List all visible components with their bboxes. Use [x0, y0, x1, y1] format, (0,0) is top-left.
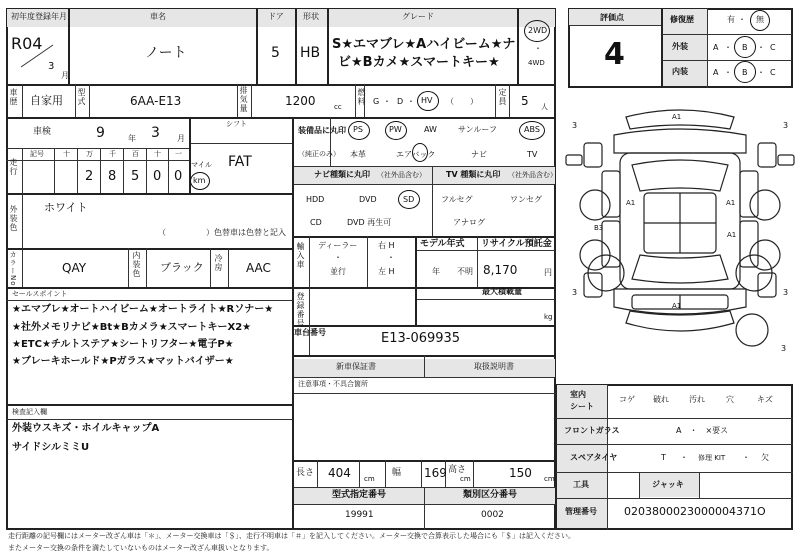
- grade-line2: ビ★Bカメ★スマートキー★: [338, 55, 500, 70]
- class-no-label: 類別区分番号: [463, 490, 518, 500]
- mileage-d3: 5: [131, 169, 140, 184]
- mileage-h3: 百: [132, 150, 139, 158]
- model-year-unknown: 不明: [457, 267, 473, 276]
- aircon-value: AAC: [246, 261, 271, 275]
- fuel-hv: HV: [421, 96, 433, 105]
- navi-hdd: HDD: [306, 195, 325, 204]
- tv-analog: アナログ: [453, 218, 485, 227]
- score-value: 4: [604, 37, 625, 72]
- seat-scratch: キズ: [757, 395, 773, 404]
- ext-c: C: [770, 43, 776, 52]
- car-name-value: ノート: [145, 45, 187, 61]
- navi-dvd: DVD: [359, 195, 377, 204]
- first-reg-label: 初年度登録年月: [11, 12, 67, 21]
- grade-label: グレード: [402, 12, 434, 21]
- first-reg-month-unit: 月: [61, 71, 69, 80]
- aircon-label: 冷房: [214, 254, 223, 272]
- repair-yes: 有: [727, 15, 735, 24]
- mileage-h4: 十: [154, 150, 161, 158]
- seat-hole: 穴: [726, 395, 734, 404]
- color-no-label: カラーNo.: [9, 251, 17, 290]
- equip-aw: AW: [424, 125, 437, 134]
- navi-note: （社外品含む）: [377, 171, 426, 179]
- ext-b: B: [742, 43, 748, 52]
- bracket-bl: 3: [572, 288, 578, 297]
- max-load-label: 最大積載量: [482, 287, 522, 296]
- fuel-label: 燃料: [357, 88, 366, 106]
- mileage-d2: 8: [108, 169, 117, 184]
- footer-line1: 走行距離の記号欄にはメーター改ざん車は「＊」、メーター交換車は「＄」、走行不明車は「＃」を記入してください。メーター交換で合算表示した場合にも「＄」は記入ください。: [8, 532, 575, 540]
- seat-label-2: シート: [570, 402, 594, 411]
- dmg-b3: B3: [594, 224, 604, 232]
- chassis-label: 車台番号: [294, 328, 326, 337]
- dmg-a1-rear: A1: [672, 302, 682, 310]
- drive-dot: ・: [534, 44, 542, 53]
- spare-kit: 修理 KIT: [698, 454, 726, 462]
- windshield-label: フロントガラス: [564, 426, 620, 435]
- int-c: C: [770, 68, 776, 77]
- equipment-sub: （純正のみ）: [298, 150, 340, 158]
- seat-dirt: 汚れ: [689, 395, 705, 404]
- exterior-label: 外装: [672, 42, 688, 51]
- repair-no: 無: [756, 15, 764, 24]
- tv-title: TV 種類に丸印: [446, 170, 501, 179]
- model-value: 6AA-E13: [130, 94, 182, 108]
- manual-label: 取扱説明書: [474, 362, 514, 371]
- import-right: 右 H: [378, 241, 395, 250]
- interior-color-value: ブラック: [160, 261, 204, 274]
- import-dealer: ディーラー: [318, 241, 358, 250]
- color-label: 外装色: [9, 205, 18, 232]
- mileage-mile: マイル: [191, 161, 212, 169]
- mileage-h0: 十: [63, 150, 70, 158]
- height-value: 150: [509, 466, 532, 480]
- repair-dot: ・: [738, 15, 746, 24]
- type-no-value: 19991: [345, 510, 374, 520]
- equip-airbag: エアバック: [396, 150, 436, 159]
- bracket-tl: 3: [572, 121, 578, 130]
- capacity-value: 5: [521, 94, 529, 108]
- sales-line-2: ★社外メモリナビ★Bt★Bカメラ★スマートキーX2★: [12, 322, 252, 333]
- sales-line-4: ★ブレーキホールド★Pガラス★マットバイザー★: [12, 356, 234, 367]
- car-damage-diagram: [562, 95, 798, 373]
- shape-value: HB: [300, 45, 321, 61]
- shift-value: FAT: [228, 154, 252, 170]
- seat-label-1: 室内: [570, 390, 586, 399]
- score-label: 評価点: [600, 13, 624, 22]
- windshield-value: A ・ ×要ス: [676, 426, 729, 435]
- interior-color-label: 内装色: [132, 251, 141, 278]
- inspector-line1: 外装ウスキズ・ホイルキャップA: [12, 423, 160, 434]
- seat-burn: コゲ: [619, 395, 635, 404]
- mileage-km: km: [193, 176, 206, 185]
- navi-cd: CD: [310, 218, 322, 227]
- capacity-label: 定員: [498, 88, 507, 106]
- seat-tear: 破れ: [653, 395, 669, 404]
- displacement-label: 排気量: [239, 86, 248, 113]
- footer-line2: またメーター交換の条件を満たしていないものはメーター改ざん車扱いとなります。: [8, 544, 274, 552]
- car-name-label: 車名: [150, 12, 166, 21]
- width-label: 幅: [392, 468, 402, 478]
- recycle-value: 8,170: [483, 263, 518, 277]
- import-label: 輸入車: [296, 242, 305, 269]
- length-value: 404: [328, 466, 351, 480]
- tv-note: （社外品含む）: [508, 171, 557, 179]
- spare-label: スペアタイヤ: [570, 453, 618, 462]
- fuel-g: G: [373, 97, 380, 106]
- chassis-value: E13-069935: [381, 331, 461, 346]
- equip-ps: PS: [353, 125, 363, 134]
- inspection-year-unit: 年: [128, 134, 136, 143]
- sales-line-1: ★エマブレ★オートハイビーム★オートライト★Rソナー★: [12, 304, 274, 315]
- color-no-value: QAY: [62, 261, 87, 275]
- shift-label: シフト: [226, 120, 247, 128]
- length-unit: cm: [364, 475, 375, 483]
- inspection-month: 3: [151, 125, 160, 141]
- spare-t: T: [661, 453, 666, 462]
- spare-dot: ・: [680, 453, 688, 462]
- reg-no-label: 登録番号: [296, 292, 305, 328]
- doors-label: ドア: [268, 12, 284, 21]
- usage-value: 自家用: [30, 94, 63, 107]
- width-value: 169: [424, 466, 447, 480]
- tv-fullseg: フルセグ: [441, 195, 473, 204]
- length-label: 長さ: [296, 468, 315, 478]
- notes-label: 注意事項・不具合箇所: [298, 380, 368, 388]
- mileage-h5: 一: [175, 150, 182, 158]
- inspection-month-unit: 月: [177, 134, 185, 143]
- mileage-h1: 万: [86, 150, 93, 158]
- bracket-tr: 3: [783, 121, 789, 130]
- type-no-label: 型式指定番号: [332, 490, 387, 500]
- mileage-label: 走行: [9, 158, 18, 176]
- drive-4wd: 4WD: [528, 59, 545, 67]
- navi-title: ナビ種類に丸印: [314, 170, 370, 179]
- int-a: A: [713, 68, 719, 77]
- dmg-a1-left: A1: [626, 199, 636, 207]
- height-label: 高さ: [448, 465, 467, 475]
- usage-label: 車歴: [9, 88, 18, 106]
- displacement-value: 1200: [285, 94, 316, 108]
- int-b: B: [742, 68, 748, 77]
- fuel-d: D: [397, 97, 404, 106]
- warranty-label: 新車保証書: [336, 362, 376, 371]
- recycle-label: リサイクル預託金: [481, 239, 552, 249]
- capacity-unit: 人: [541, 103, 548, 111]
- import-parallel: 並行: [330, 267, 346, 276]
- dmg-a1-right: A1: [726, 199, 736, 207]
- shape-label: 形状: [303, 12, 319, 21]
- mgmt-value: 0203800023000004371O: [624, 505, 766, 518]
- import-dot: ・: [334, 253, 342, 262]
- class-no-value: 0002: [481, 510, 504, 520]
- color-value: ホワイト: [44, 201, 88, 214]
- sales-line-3: ★ETC★チルトステア★シートリフター★電子P★: [12, 339, 234, 350]
- inspector-label: 検査記入欄: [12, 408, 47, 416]
- displacement-unit: cc: [334, 103, 342, 111]
- doors-value: 5: [271, 45, 280, 61]
- mileage-sub: 記号: [30, 150, 44, 158]
- fuel-other: （ ）: [446, 97, 478, 106]
- first-reg-year: R04: [11, 34, 43, 53]
- dmg-a1-front: A1: [672, 113, 682, 121]
- mileage-d5: 0: [174, 169, 183, 184]
- recycle-unit: 円: [544, 268, 552, 277]
- grade-line1: S★エマブレ★Aハイビーム★ナ: [332, 37, 516, 52]
- jack-label: ジャッキ: [652, 480, 684, 489]
- mileage-d4: 0: [153, 169, 162, 184]
- bracket-spare: 3: [781, 344, 787, 353]
- tools-label: 工具: [573, 480, 589, 489]
- height-unit: cm: [544, 475, 555, 483]
- tv-oneseg: ワンセグ: [510, 195, 542, 204]
- equip-pw: PW: [389, 125, 402, 134]
- ext-a: A: [713, 43, 719, 52]
- drive-2wd: 2WD: [528, 26, 548, 35]
- model-label: 型式: [77, 88, 86, 106]
- model-year-label: モデル年式: [420, 239, 465, 249]
- color-note: （ ）色替車は色替と記入: [158, 228, 286, 237]
- inspection-label: 車検: [33, 127, 52, 137]
- equip-navi: ナビ: [471, 150, 487, 159]
- model-year-unit: 年: [432, 267, 440, 276]
- mileage-d1: 2: [85, 169, 94, 184]
- spare-none: 欠: [761, 453, 769, 462]
- equip-abs: ABS: [524, 125, 540, 134]
- inspector-line2: サイドシルミミU: [12, 442, 90, 453]
- sales-points-label: セールスポイント: [12, 290, 68, 298]
- mileage-h2: 千: [109, 150, 116, 158]
- first-reg-month: 3: [48, 61, 55, 72]
- width-unit: cm: [460, 475, 471, 483]
- inspection-year: 9: [96, 125, 105, 141]
- interior-grade-label: 内装: [672, 67, 688, 76]
- repair-label: 修復歴: [670, 15, 694, 24]
- max-load-unit: kg: [544, 313, 553, 321]
- equipment-label: 装備品に丸印: [298, 126, 346, 135]
- equip-sunroof: サンルーフ: [458, 125, 497, 134]
- equip-tv: TV: [527, 150, 538, 159]
- bracket-br: 3: [783, 288, 789, 297]
- navi-dvd-play: DVD 再生可: [347, 218, 392, 227]
- mgmt-label: 管理番号: [565, 507, 597, 516]
- import-left: 左 H: [378, 267, 395, 276]
- dmg-a1-rdoor: A1: [727, 231, 737, 239]
- navi-sd: SD: [403, 195, 415, 204]
- equip-leather: 本革: [350, 150, 366, 159]
